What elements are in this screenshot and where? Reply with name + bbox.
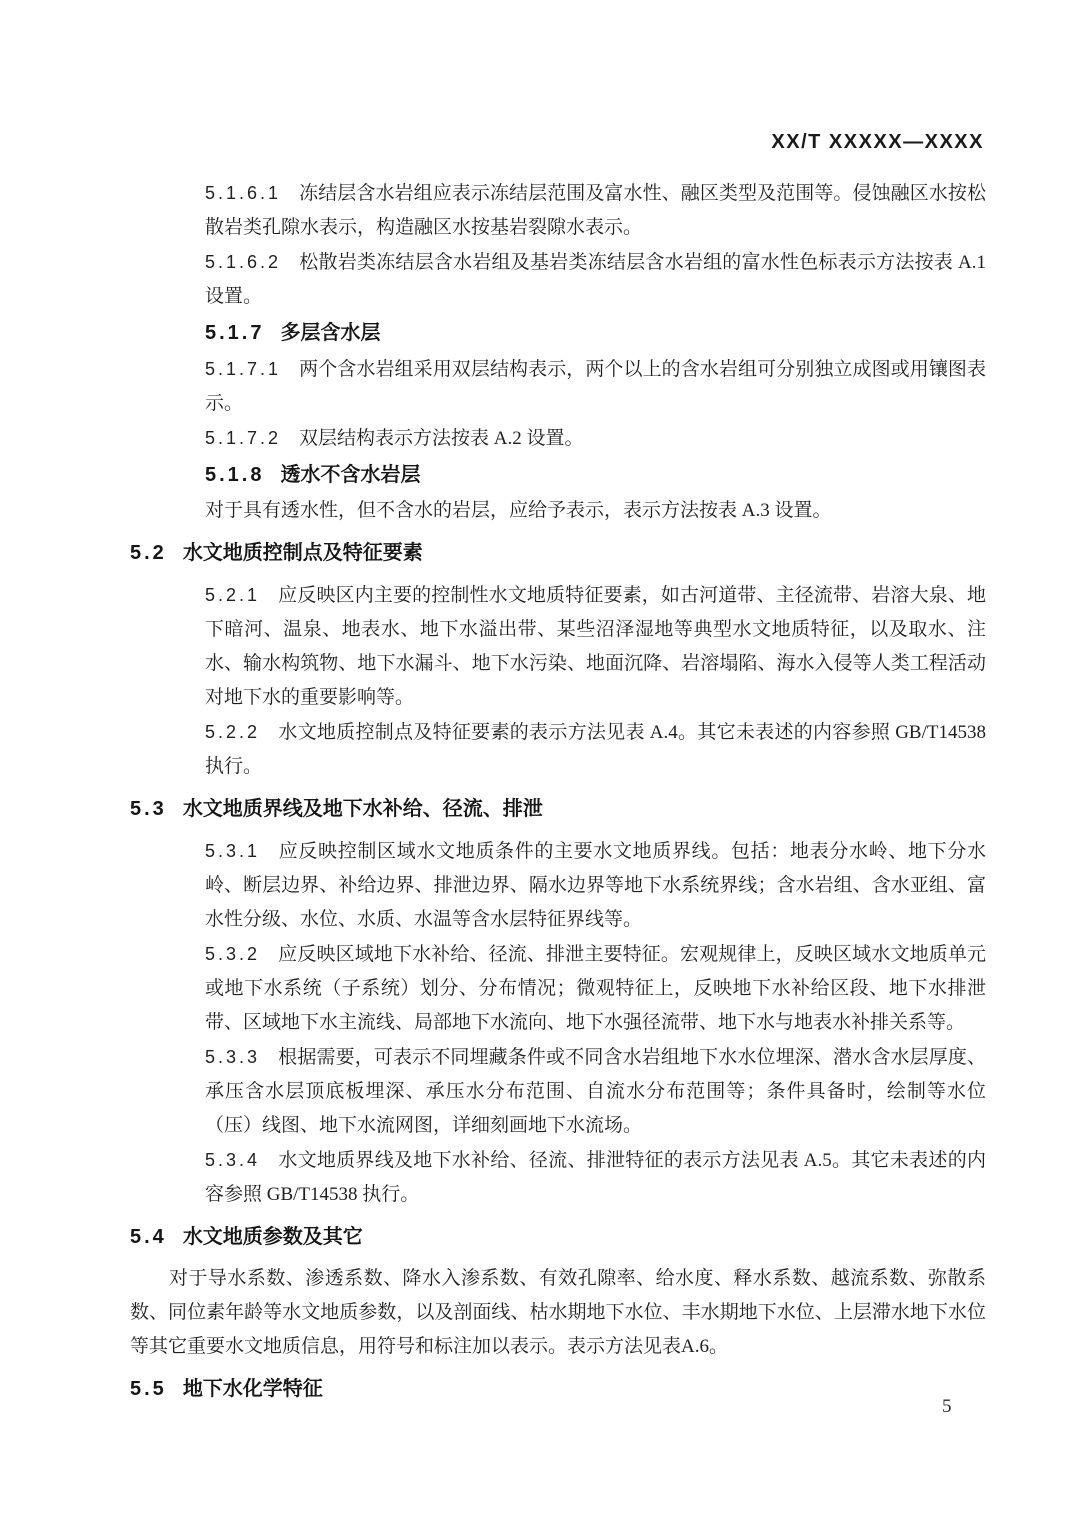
clause-number: 5.2.2 — [205, 722, 261, 742]
clause-text: 松散岩类冻结层含水岩组及基岩类冻结层含水岩组的富水性色标表示方法按表 A.1 设置。 — [205, 252, 986, 307]
clause-number: 5.1.6.2 — [205, 252, 282, 272]
heading-5-1-7 — [130, 316, 986, 350]
clause-5-3-2 — [130, 937, 986, 1040]
clause-5-2-1 — [130, 578, 986, 715]
clause-number: 5.1.6.1 — [205, 183, 282, 203]
page-number: 5 — [942, 1396, 952, 1417]
clause-text: 根据需要，可表示不同埋藏条件或不同含水岩组地下水水位埋深、潜水含水层厚度、承压含水层顶底板埋深、承压水分布范围、自流水分布范围等；条件具备时，绘制等水位（压）线图、地下水流网图，详细刻画地下水流场。 — [205, 1047, 986, 1136]
clause-5-1-7-1 — [130, 352, 986, 421]
clause-number: 5.3.4 — [205, 1150, 261, 1170]
clause-text: 应反映控制区域水文地质条件的主要水文地质界线。包括：地表分水岭、地下分水岭、断层边界、补给边界、排泄边界、隔水边界等地下水系统界线；含水岩组、含水亚组、富水性分级、水位、水质、水温等含水层特征界线等。 — [205, 841, 986, 930]
heading-title: 地下水化学特征 — [182, 1378, 323, 1400]
clause-text: 水文地质界线及地下水补给、径流、排泄特征的表示方法见表 A.5。其它未表述的内容参照 GB/T14538 执行。 — [205, 1150, 986, 1205]
heading-number: 5.5 — [130, 1378, 167, 1400]
heading-5-5 — [130, 1372, 986, 1406]
clause-number: 5.1.7.1 — [205, 359, 282, 379]
clause-text: 冻结层含水岩组应表示冻结层范围及富水性、融区类型及范围等。侵蚀融区水按松散岩类孔隙水表示，构造融区水按基岩裂隙水表示。 — [205, 183, 986, 238]
paragraph-5-1-8-body: 对于具有透水性，但不含水的岩层，应给予表示，表示方法按表 A.3 设置。 — [205, 500, 832, 521]
clause-number: 5.1.7.2 — [205, 428, 282, 448]
clause-5-1-6-2 — [130, 245, 986, 314]
heading-5-1-8 — [130, 458, 986, 492]
heading-number: 5.4 — [130, 1226, 167, 1248]
heading-number: 5.1.7 — [205, 322, 265, 344]
clause-text: 应反映区内主要的控制性水文地质特征要素，如古河道带、主径流带、岩溶大泉、地下暗河、温泉、地表水、地下水溢出带、某些沼泽湿地等典型水文地质特征，以及取水、注水、输水构筑物、地下水漏斗、地下水污染、地面沉降、岩溶塌陷、海水入侵等人类工程活动对地下水的重要影响等。 — [205, 585, 986, 708]
clause-text: 两个含水岩组采用双层结构表示，两个以上的含水岩组可分别独立成图或用镶图表示。 — [205, 359, 986, 414]
paragraph-5-4-body: 对于导水系数、渗透系数、降水入渗系数、有效孔隙率、给水度、释水系数、越流系数、弥散系数、同位素年龄等水文地质参数，以及剖面线、枯水期地下水位、丰水期地下水位、上层滞水地下水位等其它重要水文地质信息，用符号和标注加以表示。表示方法见表A.6。 — [130, 1268, 986, 1357]
heading-5-3 — [130, 792, 986, 826]
heading-title: 水文地质参数及其它 — [182, 1226, 363, 1248]
heading-5-2 — [130, 536, 986, 570]
clause-5-3-1 — [130, 834, 986, 937]
heading-title: 多层含水层 — [280, 322, 381, 344]
clause-number: 5.3.3 — [205, 1047, 261, 1067]
clause-number: 5.3.1 — [205, 841, 261, 861]
heading-title: 透水不含水岩层 — [280, 464, 421, 486]
clause-number: 5.3.2 — [205, 944, 261, 964]
clause-text: 应反映区域地下水补给、径流、排泄主要特征。宏观规律上，反映区域水文地质单元或地下水系统（子系统）划分、分布情况；微观特征上，反映地下水补给区段、地下水排泄带、区域地下水主流线、局部地下水流向、地下水强径流带、地下水与地表水补排关系等。 — [205, 944, 986, 1033]
heading-number: 5.2 — [130, 542, 167, 564]
heading-title: 水文地质界线及地下水补给、径流、排泄 — [182, 798, 543, 820]
heading-title: 水文地质控制点及特征要素 — [182, 542, 423, 564]
heading-number: 5.3 — [130, 798, 167, 820]
clause-5-3-3 — [130, 1040, 986, 1143]
clause-text: 双层结构表示方法按表 A.2 设置。 — [299, 428, 584, 449]
clause-text: 水文地质控制点及特征要素的表示方法见表 A.4。其它未表述的内容参照 GB/T14538 执行。 — [205, 722, 986, 777]
page-content — [130, 176, 986, 1414]
clause-5-2-2 — [130, 715, 986, 784]
heading-number: 5.1.8 — [205, 464, 265, 486]
heading-5-4 — [130, 1220, 986, 1254]
clause-5-1-7-2 — [130, 421, 986, 456]
clause-5-1-6-1 — [130, 176, 986, 245]
document-code-header: XX/T XXXXX—XXXX — [771, 131, 984, 153]
clause-number: 5.2.1 — [205, 585, 261, 605]
clause-5-3-4 — [130, 1143, 986, 1212]
